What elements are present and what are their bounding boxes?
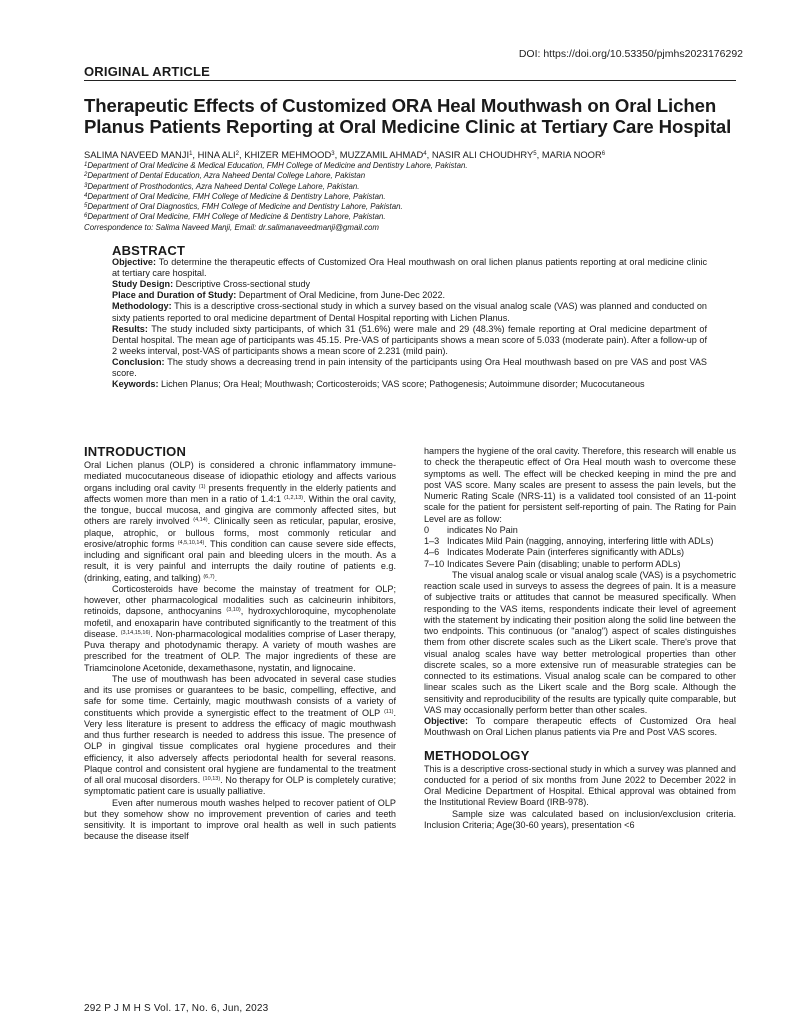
affiliation-sup: 3	[84, 182, 88, 189]
abstract-section	[112, 245, 707, 390]
pain-scale-item	[424, 559, 736, 570]
abstract-label: Study Design:	[112, 279, 174, 290]
abstract-keywords	[112, 379, 707, 390]
intro-text: . This condition can cause severe side effects, including and significant oral pain and bleeding ulcers in the mouth. As a result, it is very painful and interrupts the daily routine of patients e.g. (drinking, eating, and talking)	[84, 538, 397, 583]
abstract-text: The study shows a decreasing trend in pain intensity of the participants using Ora Heal mouthwash based on pre VAS and post VAS score.	[112, 356, 707, 379]
intro-text: Oral Lichen planus (OLP) is considered a chronic inflammatory immune-mediated mucocutaneous disease of idiopathic etiology and affects various organs including oral cavity	[84, 460, 396, 493]
header-divider	[84, 80, 736, 81]
affiliation-sup: 1	[84, 162, 88, 168]
affiliation-item	[84, 192, 744, 202]
pain-scale-text: Indicates Mild Pain (nagging, annoying, interfering little with ADLs)	[447, 536, 714, 546]
abstract-label: Place and Duration of Study:	[112, 290, 237, 301]
intro-text: . Non-pharmacological modalities comprise of Laser therapy, Puva therapy and photodynamic therapy. A variety of mouth washes are prescribed for the treatment of OLP. The major ingredients of these are Triamcinolone Acetonide, dexamethasone, nystatin, and lignocaine.	[84, 628, 396, 673]
objective-text: To compare therapeutic effects of Customized Ora heal Mouthwash on Oral Lichen planus patients via Pre and Post VAS scores.	[424, 716, 736, 738]
methodology-paragraph: Sample size was calculated based on inclusion/exclusion criteria. Inclusion Criteria; Age(30-60 years), presentation <6	[424, 808, 736, 830]
intro-text: , hydroxychloroquine, mycophenolate mofetil, and enoxaparin have contributed significantly to the treatment of this disease.	[84, 606, 396, 639]
body-paragraph: hampers the hygiene of the oral cavity. Therefore, this research will enable us to check the therapeutic effect of Ora Heal mouth wash to overcome these symptoms as well. The effect will be checked keeping in mind the pre and post VAS score. Many scales are present to assess the pain levels, but the Numeric Rating Scale (NRS-11) is a validated tool consisted of an 11-point scale for the patient for persistent self-reporting of pain. The Rating for Pain Level are as follow:	[424, 446, 736, 524]
abstract-label: Objective:	[112, 257, 156, 268]
abstract-objective	[112, 257, 707, 279]
author-sup: 5	[533, 151, 537, 157]
author-name: HINA ALI	[197, 149, 236, 160]
correspondence: Correspondence to: Salima Naveed Manji, Email: dr.salimanaveedmanji@gmail.com	[84, 222, 379, 232]
pain-scale-range: 1–3	[424, 536, 440, 546]
intro-text: . Very less literature is present to address the efficacy of magic mouthwash and thus further research is needed to address this issue. The presence of OLP in gingival tissue complicates oral hygiene procedures and their efficiency, it also adversely affects periodontal health for several reasons. Plaque control and consistent oral hygiene are fundamental to the treatment of all oral mucosal disorders.	[84, 707, 396, 785]
author-sup: 6	[601, 151, 606, 157]
intro-text: The use of mouthwash has been advocated in several case studies and its use promises or guarantees to be basic, compelling, effective, and safe for some time. Certainly, magic mouthwash consists of a variety of constituents which provide a synergistic effect to the treatment of OLP	[84, 673, 396, 718]
affiliation-text: Department of Oral Medicine, FMH College of Medicine & Dentistry Lahore, Pakistan.	[87, 191, 386, 201]
intro-text: presents frequently in the elderly patients and affects women more than men in a ratio of 1.4:1	[84, 482, 397, 504]
intro-text: . No therapy for OLP is completely curative; symptomatic patient care is usually palliative.	[84, 775, 396, 797]
pain-scale-text: indicates No Pain	[447, 524, 518, 535]
author-sup: 1	[189, 151, 193, 157]
author-name: KHIZER MEHMOOD	[244, 149, 332, 160]
abstract-text: The study included sixty participants, of which 31 (51.6%) were male and 29 (48.3%) female reporting at Oral medicine department of Dental hospital. The mean age of participants was 45.15. Pre-VAS of participants shows a mean score of 5.033 (moderate pain). After a follow-up of 2 weeks interval, post-VAS of participants shows a mean score of 2.231 (mild pain).	[112, 323, 707, 356]
abstract-heading: ABSTRACT	[112, 243, 186, 258]
affiliation-text: Department of Dental Education, Azra Naheed Dental College Lahore, Pakistan	[87, 171, 366, 181]
citation-ref: (3,10)	[226, 607, 241, 614]
affiliation-text: Department of Prosthodontics, Azra Naheed Dental College Lahore, Pakistan.	[87, 181, 360, 191]
intro-paragraph	[84, 460, 396, 584]
abstract-text: To determine the therapeutic effects of Customized Ora Heal mouthwash on oral lichen planus patients reporting at oral medicine clinic at tertiary care hospital.	[112, 257, 707, 279]
affiliation-sup: 2	[84, 172, 88, 179]
abstract-text: This is a descriptive cross-sectional study in which a survey based on the visual analog scale (VAS) was planned and conducted on sixty patients reported to oral medicine department of Dental Hospital reporting with Lichen Planus.	[112, 301, 707, 323]
abstract-methodology	[112, 301, 707, 323]
intro-paragraph	[84, 674, 396, 798]
page-footer: 292 P J M H S Vol. 17, No. 6, Jun, 2023	[84, 1003, 269, 1014]
author-list: SALIMA NAVEED MANJI$^1$, HINA ALI$^2$, KHIZER MEHMOOD$^3$, MUZZAMIL AHMAD$^4$, NASIR ALI CHOUDHRY$^5$, MARIA NOOR$^6$	[84, 149, 606, 160]
author-sup: 2	[235, 151, 240, 157]
methodology-paragraph: This is a descriptive cross-sectional study in which a survey was planned and conducted for a period of six months from June 2022 to December 2022 in Oral Medicine Department of Hospital. Ethical approval was obtained from the Institutional Review Board (IRB-978).	[424, 763, 736, 808]
intro-text: . Clinically seen as reticular, papular, erosive, plaque, atrophic, or bullous forms, most commonly reticular and erosive/atrophic forms	[84, 516, 396, 549]
abstract-label: Methodology:	[112, 301, 172, 312]
author-name: MARIA NOOR	[541, 149, 602, 160]
abstract-design	[112, 279, 707, 290]
affiliation-text: Department of Oral Medicine, FMH College of Medicine & Dentistry Lahore, Pakistan.	[87, 212, 386, 222]
intro-text: .	[214, 572, 218, 583]
author-name: NASIR ALI CHOUDHRY	[431, 149, 534, 160]
objective-paragraph	[424, 716, 736, 739]
right-column	[424, 446, 736, 831]
citation-ref: (11)	[384, 708, 394, 715]
intro-paragraph: Even after numerous mouth washes helped to recover patient of OLP but they somehow show no improvement prevention of caries and teeth sensitivity. It is important to improve oral health as well in such patients because the disease itself	[84, 797, 396, 842]
affiliation-sup: 6	[84, 213, 88, 220]
pain-scale-range: 0	[424, 524, 430, 535]
author-name: MUZZAMIL AHMAD	[339, 149, 424, 160]
objective-label: Objective:	[424, 716, 468, 726]
citation-ref: (4,14)	[193, 517, 208, 524]
citation-ref: (1)	[198, 483, 206, 490]
abstract-results	[112, 324, 707, 357]
author-sup: 3	[331, 151, 335, 157]
affiliation-text: Department of Oral Medicine & Medical Education, FMH College of Medicine and Dentistry Lahore, Pakistan.	[87, 161, 468, 170]
abstract-label: Keywords:	[112, 379, 159, 390]
article-title: Therapeutic Effects of Customized ORA Heal Mouthwash on Oral Lichen Planus Patients Reporting at Oral Medicine Clinic at Tertiary Care Hospital	[84, 95, 732, 137]
affiliation-list	[84, 161, 744, 233]
article-type-label: ORIGINAL ARTICLE	[84, 64, 210, 79]
affiliation-sup: 5	[84, 203, 88, 210]
pain-scale-item	[424, 525, 736, 536]
citation-ref: (3,14,15,16)	[120, 629, 151, 636]
abstract-conclusion	[112, 357, 707, 379]
pain-scale-range: 7–10	[424, 558, 445, 569]
affiliation-item	[84, 171, 744, 181]
abstract-label: Conclusion:	[112, 356, 165, 367]
author-name: SALIMA NAVEED MANJI	[84, 149, 190, 160]
affiliation-item	[84, 182, 744, 192]
intro-text: Corticosteroids have become the mainstay of treatment for OLP; however, other pharmacological modalities such as calcineurin inhibitors, retinoids, dapsone, anthocyanins	[84, 583, 396, 617]
pain-scale-item	[424, 547, 736, 558]
pain-scale-item	[424, 536, 736, 547]
affiliation-sup: 4	[84, 192, 88, 199]
abstract-place	[112, 290, 707, 301]
abstract-label: Results:	[112, 323, 148, 334]
affiliation-item	[84, 212, 744, 222]
affiliation-text: Department of Oral Diagnostics, FMH College of Medicine and Dentistry Lahore, Pakistan.	[87, 202, 403, 212]
introduction-heading: INTRODUCTION	[84, 444, 187, 459]
methodology-heading: METHODOLOGY	[424, 747, 530, 763]
author-sup: 4	[423, 151, 427, 157]
pain-scale-text: Indicates Severe Pain (disabling; unable to perform ADLs)	[447, 558, 681, 569]
abstract-text: Descriptive Cross-sectional study	[173, 279, 311, 290]
intro-paragraph	[84, 584, 396, 674]
affiliation-item	[84, 161, 744, 171]
citation-ref: (4,5,10,14)	[177, 539, 205, 546]
doi-link[interactable]: DOI: https://doi.org/10.53350/pjmhs2023176292	[518, 48, 743, 60]
body-paragraph: The visual analog scale or visual analog scale (VAS) is a psychometric reaction scale used in surveys to assess the degrees of pain. It is a measure of subjective traits or attitudes that cannot be measured specifically. When responding to the VAS items, respondents indicate their level of agreement with the statement by indicating their position along the solid line between the two endpoints. This continuous (or "analog") aspect of scales distinguishes them from other discrete scales such as the Likert scale. There's prove that visual analog scales have way better metrological properties than other discrete scales, so a more extensive run of measurable strategies can be connected to its estimations. Visual analog scale can be compared to other linear scales such as the Likert scale and the Borg scale. Although the sensitivity and reproducibility of the results are typically quite comparable, but VAS may occasionally perform better than other scales.	[424, 569, 736, 715]
citation-ref: (6,7)	[203, 573, 215, 580]
abstract-text: Department of Oral Medicine, from June-Dec 2022.	[236, 290, 446, 301]
pain-scale-text: Indicates Moderate Pain (interferes significantly with ADLs)	[447, 547, 685, 558]
affiliation-item	[84, 202, 744, 212]
intro-text: . Within the oral cavity, the tongue, buccal mucosa, and gingiva are commonly affected sites, but others are rarely involved	[84, 493, 396, 527]
citation-ref: (10,13)	[202, 776, 221, 782]
abstract-text: Lichen Planus; Ora Heal; Mouthwash; Corticosteroids; VAS score; Pathogenesis; Autoimmune disorder; Mucocutaneous	[158, 379, 645, 390]
citation-ref: (1,2,13)	[284, 494, 304, 501]
left-column	[84, 444, 396, 843]
pain-scale-range: 4–6	[424, 547, 440, 558]
